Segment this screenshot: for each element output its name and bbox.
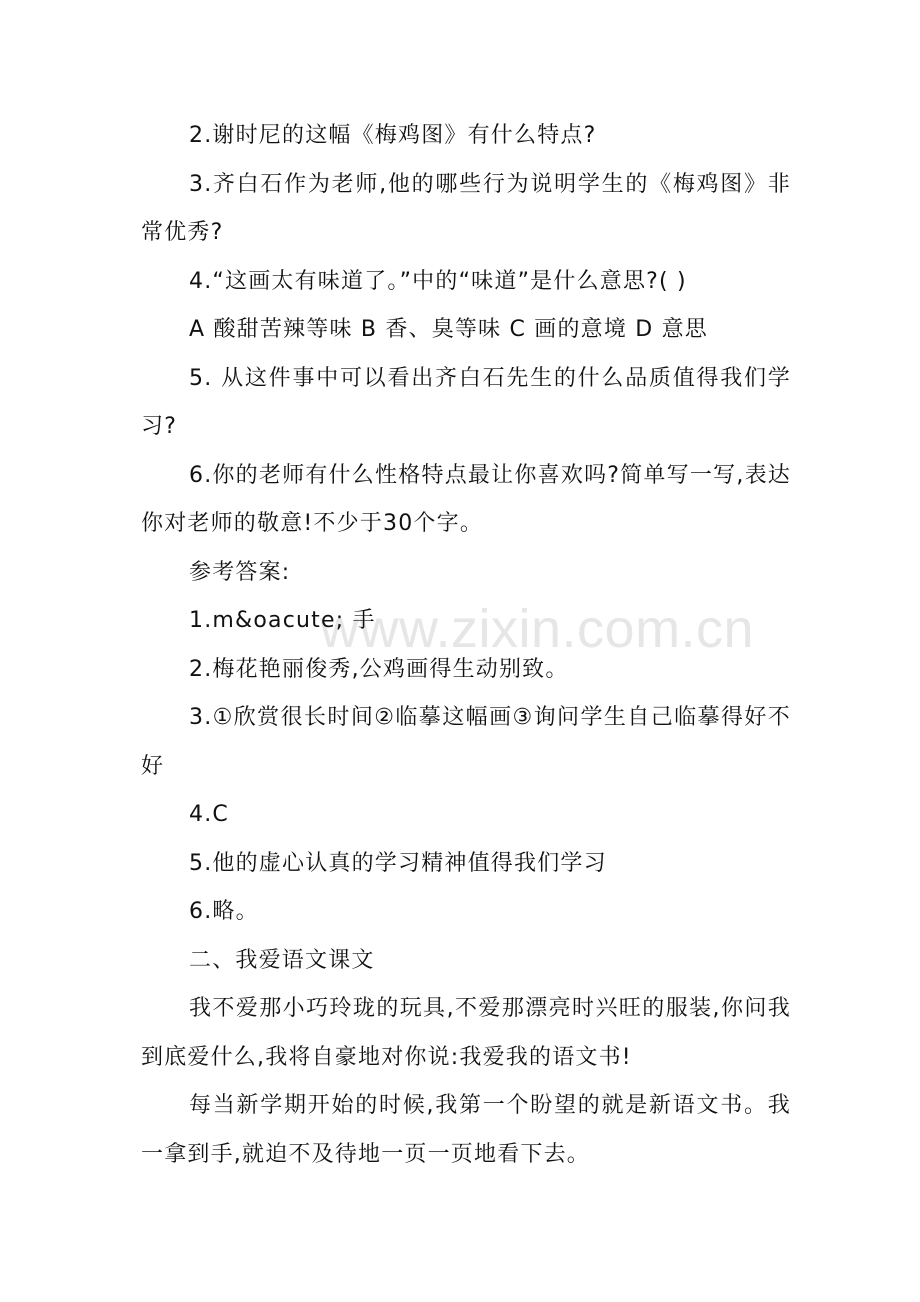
question-5: 5. 从这件事中可以看出齐白石先生的什么品质值得我们学习? [141, 365, 791, 439]
answer-4: 4.C [189, 802, 229, 827]
question-3: 3.齐白石作为老师,他的哪些行为说明学生的《梅鸡图》非常优秀? [141, 171, 791, 245]
question-4-options: A 酸甜苦辣等味 B 香、臭等味 C 画的意境 D 意思 [189, 317, 708, 342]
answer-5: 5.他的虚心认真的学习精神值得我们学习 [189, 850, 607, 876]
answer-1: 1.m&oacute; 手 [189, 608, 376, 633]
section-heading: 二、我爱语文课文 [189, 947, 375, 973]
answer-6: 6.略。 [189, 899, 259, 924]
document-body [141, 112, 791, 1179]
answer-2: 2.梅花艳丽俊秀,公鸡画得生动别致。 [189, 656, 569, 682]
question-6: 6.你的老师有什么性格特点最让你喜欢吗?简单写一写,表达你对老师的敬意!不少于30个字。 [141, 462, 791, 536]
answers-heading: 参考答案: [189, 559, 291, 585]
question-4: 4.“这画太有味道了。”中的“味道”是什么意思?( ) [189, 268, 687, 294]
watermark: www.zixin.com.cn [320, 599, 755, 659]
question-2: 2.谢时尼的这幅《梅鸡图》有什么特点? [189, 123, 597, 148]
answer-3: 3.①欣赏很长时间②临摹这幅画③询问学生自己临摹得好不好 [141, 705, 791, 779]
essay-paragraph-1: 我不爱那小巧玲珑的玩具,不爱那漂亮时兴旺的服装,你问我到底爱什么,我将自豪地对你说:我爱我的语文书! [141, 996, 791, 1070]
essay-paragraph-2: 每当新学期开始的时候,我第一个盼望的就是新语文书。我一拿到手,就迫不及待地一页一页地看下去。 [141, 1093, 791, 1167]
